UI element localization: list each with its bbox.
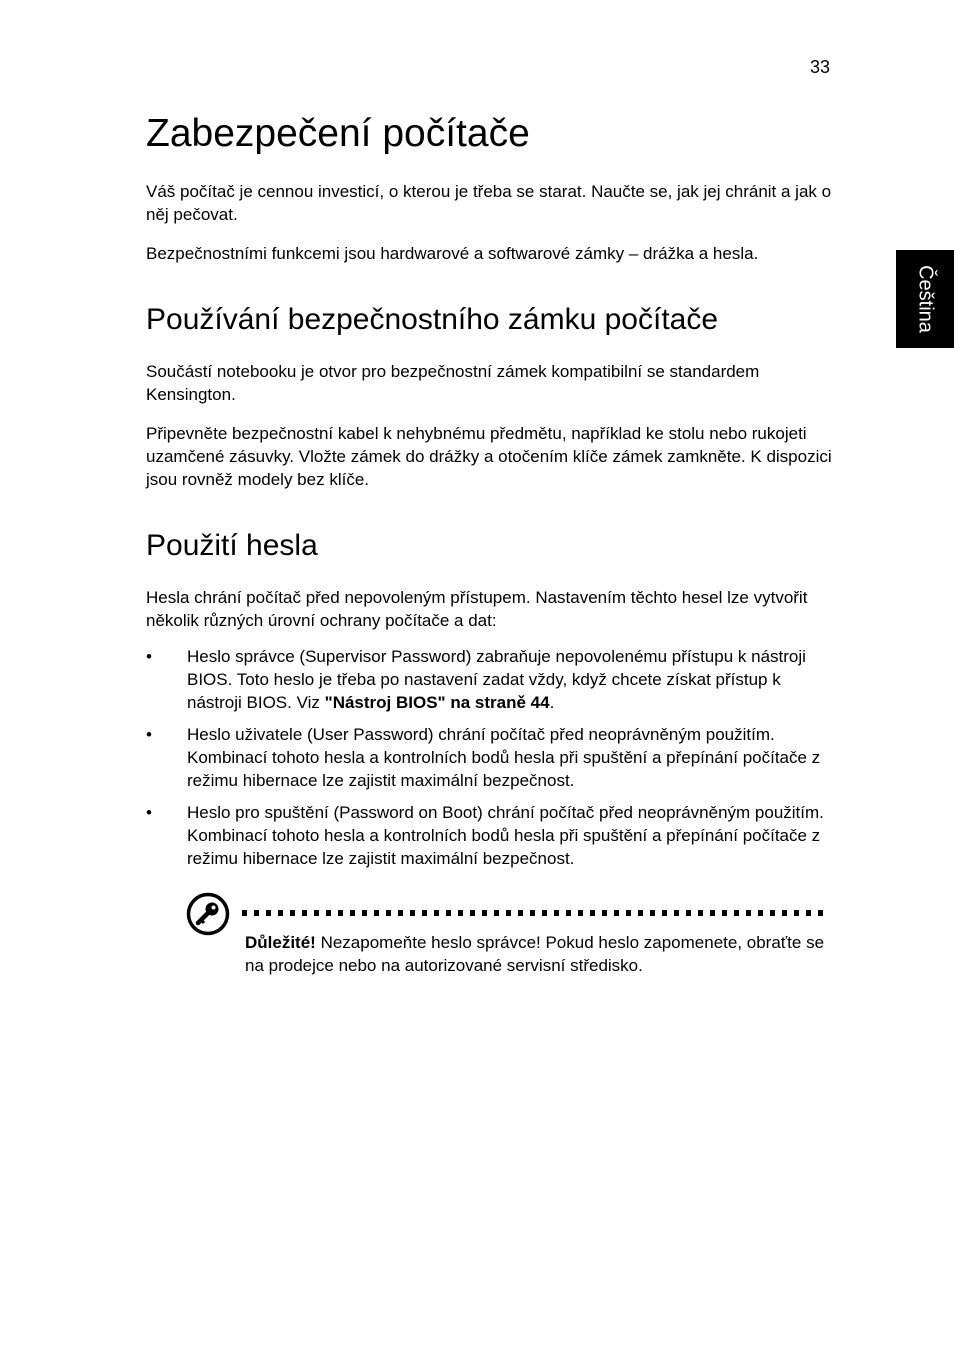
note-divider (242, 910, 826, 916)
bullet-icon: • (146, 803, 152, 822)
bullet-icon: • (146, 725, 152, 744)
password-intro: Hesla chrání počítač před nepovoleným přístupem. Nastavením těchto hesel lze vytvořit několik různých úrovní ochrany počítače a dat: (146, 588, 808, 630)
language-tab-label: Čeština (914, 265, 937, 333)
note-text (245, 931, 835, 977)
note-body: Nezapomeňte heslo správce! Pokud heslo zapomenete, obraťte se na prodejce nebo na autorizované servisní středisko. (245, 933, 825, 975)
bios-cross-reference[interactable]: "Nástroj BIOS" na straně 44 (324, 693, 550, 712)
important-note (186, 892, 836, 992)
key-icon (186, 892, 230, 936)
note-label: Důležité! (245, 933, 316, 952)
list-item-text: Heslo uživatele (User Password) chrání počítač před neoprávněným použitím. Kombinací tohoto hesla a kontrolních bodů hesla při spuštění a přepínání počítače z režimu hibernace lze zajistit maximální bezpečnost. (187, 725, 821, 790)
list-item-text: Heslo správce (Supervisor Password) zabraňuje nepovolenému přístupu k nástroji BIOS. Toto heslo je třeba po nastavení zadat vždy, když chcete získat přístup k nástroji BIOS. Viz (187, 647, 806, 712)
page-title: Zabezpečení počítače (146, 112, 530, 155)
lock-paragraph-2: Připevněte bezpečnostní kabel k nehybnému předmětu, například ke stolu nebo rukojeti uzamčené zásuvky. Vložte zámek do drážky a otočením klíče zámek zamkněte. K dispozici jsou rovněž modely bez klíče. (146, 424, 832, 489)
password-list (146, 645, 836, 879)
page-number: 33 (809, 57, 830, 77)
list-item (146, 723, 836, 792)
lock-paragraph-1: Součástí notebooku je otvor pro bezpečnostní zámek kompatibilní se standardem Kensington. (146, 362, 760, 404)
password-section-heading: Použití hesla (146, 529, 318, 562)
list-item-text: Heslo pro spuštění (Password on Boot) chrání počítač před neoprávněným použitím. Kombinací tohoto hesla a kontrolních bodů hesla při spuštění a přepínání počítače z režimu hibernace lze zajistit maximální bezpečnost. (187, 803, 824, 868)
bullet-icon: • (146, 647, 152, 666)
lock-section-heading: Používání bezpečnostního zámku počítače (146, 303, 719, 336)
list-item (146, 801, 836, 870)
intro-paragraph-2: Bezpečnostními funkcemi jsou hardwarové a softwarové zámky – drážka a hesla. (146, 244, 759, 263)
language-tab (896, 250, 954, 348)
intro-paragraph-1: Váš počítač je cennou investicí, o kterou je třeba se starat. Naučte se, jak jej chránit a jak o něj pečovat. (146, 182, 832, 224)
list-item-suffix: . (549, 693, 555, 712)
list-item (146, 645, 836, 714)
